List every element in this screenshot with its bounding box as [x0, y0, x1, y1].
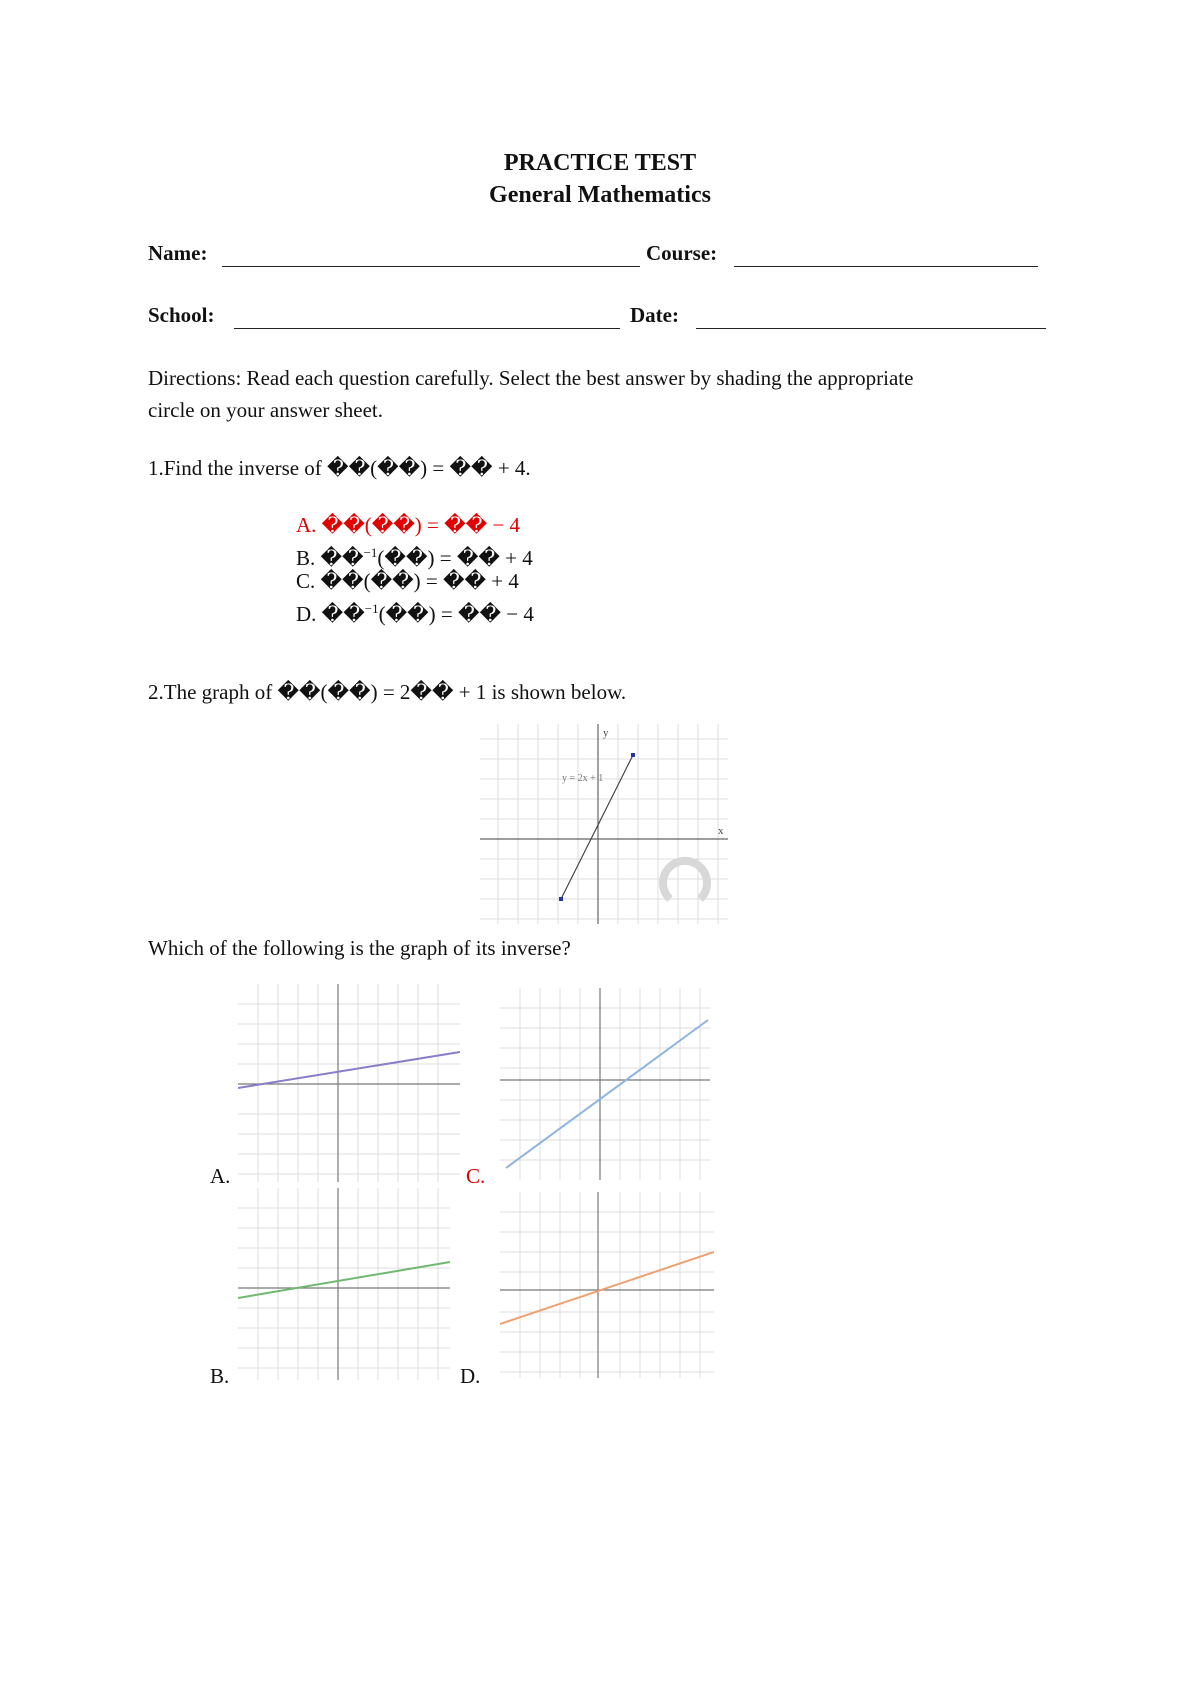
main-graph-y-label: y — [603, 727, 609, 739]
q1-choice-b-prefix: B. �� — [296, 546, 364, 570]
main-graph-equation: y = 2x + 1 — [562, 773, 604, 784]
main-graph-grid — [480, 724, 728, 924]
option-b-label[interactable]: B. — [210, 1364, 230, 1388]
watermark-shape — [663, 861, 707, 899]
q2-main-graph — [480, 724, 728, 924]
q1-choice-b-rest: (��) = �� + 4 — [377, 546, 533, 570]
q1-choice-b-sup: −1 — [363, 545, 378, 560]
course-label: Course: — [646, 241, 718, 265]
name-line[interactable] — [222, 266, 640, 267]
main-graph-endpoint-low — [559, 897, 563, 901]
option-c-label[interactable]: C. — [466, 1164, 486, 1188]
option-c-graph[interactable] — [500, 988, 710, 1180]
main-graph-x-label: x — [718, 825, 724, 837]
q2-stem: 2.The graph of ��(��) = 2�� + 1 is shown below. — [148, 680, 627, 704]
page-subtitle: General Mathematics — [489, 182, 711, 208]
q1-choice-d-sup: −1 — [364, 601, 379, 616]
main-graph-endpoint-high — [631, 753, 635, 757]
page-title: PRACTICE TEST — [503, 150, 697, 176]
date-line[interactable] — [696, 328, 1046, 329]
q1-choice-d[interactable] — [296, 593, 534, 630]
name-label: Name: — [148, 241, 208, 265]
option-d-graph[interactable] — [500, 1192, 714, 1378]
option-c-line — [506, 1020, 708, 1168]
q1-choice-a[interactable]: A. ��(��) = �� − 4 — [296, 513, 521, 537]
q1-stem: 1.Find the inverse of ��(��) = �� + 4. — [148, 456, 531, 480]
option-a-graph[interactable] — [238, 984, 460, 1182]
q2-follow-up: Which of the following is the graph of its inverse? — [148, 936, 571, 960]
q1-choice-c[interactable]: C. ��(��) = �� + 4 — [296, 569, 519, 593]
option-a-label[interactable]: A. — [210, 1164, 231, 1188]
directions-line-2: circle on your answer sheet. — [148, 398, 383, 422]
option-d-line — [500, 1252, 714, 1324]
course-line[interactable] — [734, 266, 1038, 267]
option-b-graph[interactable] — [238, 1188, 450, 1380]
option-a-line — [238, 1052, 460, 1088]
option-d-label[interactable]: D. — [460, 1364, 481, 1388]
q1-choice-d-prefix: D. �� — [296, 602, 365, 626]
school-line[interactable] — [234, 328, 620, 329]
date-label: Date: — [630, 303, 679, 327]
directions-line-1: Directions: Read each question carefully. Select the best answer by shading the appropriate — [148, 366, 914, 390]
q1-choice-d-rest: (��) = �� − 4 — [378, 602, 534, 626]
school-label: School: — [148, 303, 215, 327]
